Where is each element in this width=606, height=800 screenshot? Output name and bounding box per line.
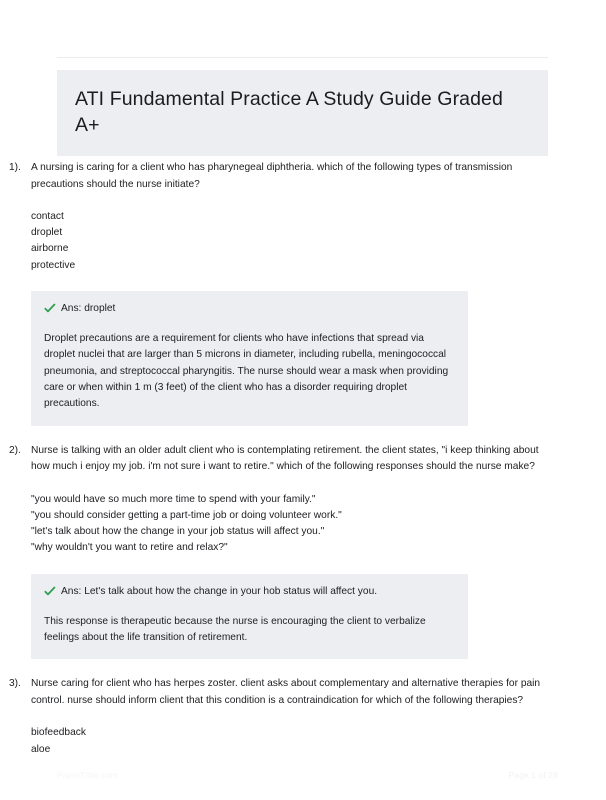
question-text: Nurse is talking with an older adult client who is contemplating retirement. the client states, "i keep thinking about how much i enjoy my job. i'm not sure i want to retire." which of the following responses should the nurse make? bbox=[31, 444, 539, 473]
watermark-label: PaperTittle.com bbox=[57, 770, 118, 780]
answer-panel bbox=[31, 574, 468, 660]
option-item[interactable]: aloe bbox=[31, 743, 51, 755]
option-item[interactable]: "you should consider getting a part-time job or doing volunteer work." bbox=[31, 510, 342, 522]
page-indicator: Page 1 of 28 bbox=[508, 770, 558, 780]
option-item[interactable]: "why wouldn't you want to retire and relax?" bbox=[31, 542, 228, 554]
option-item[interactable]: "you would have so much more time to spend with your family." bbox=[31, 493, 316, 505]
check-icon bbox=[44, 585, 56, 598]
question-body bbox=[31, 160, 606, 426]
answer-header bbox=[44, 301, 455, 317]
header-divider bbox=[57, 57, 548, 58]
question-text: A nursing is caring for a client who has pharynegeal diphtheria. which of the following types of transmission precautions should the nurse initiate? bbox=[31, 162, 513, 190]
option-item[interactable]: "let's talk about how the change in your job status will affect you." bbox=[31, 526, 325, 538]
question-options bbox=[31, 209, 550, 274]
answer-explanation: Droplet precautions are a requirement for clients who have infections that spread via droplet nuclei that are larger than 5 microns in diameter, including rubella, meningococcal pneumonia, and streptococcal pharyngitis. The nurse should wear a mask when providing care or when within 1 m (3 feet) of the client who has a disorder requiring droplet precautions. bbox=[44, 332, 449, 410]
answer-text: Ans: Let's talk about how the change in your hob status will affect you. bbox=[61, 585, 378, 597]
question-body bbox=[31, 676, 606, 757]
question-number: 1). bbox=[9, 162, 21, 173]
check-icon bbox=[44, 302, 56, 315]
answer-text: Ans: droplet bbox=[61, 302, 116, 314]
page-title: ATI Fundamental Practice A Study Guide Graded A+ bbox=[57, 70, 548, 156]
question-item bbox=[0, 676, 606, 757]
answer-panel bbox=[31, 291, 468, 426]
question-item bbox=[0, 443, 606, 660]
question-header bbox=[0, 443, 606, 660]
question-number: 3). bbox=[9, 678, 21, 690]
option-item[interactable]: contact bbox=[31, 211, 64, 222]
question-body bbox=[31, 443, 606, 660]
question-item bbox=[0, 160, 606, 426]
question-header bbox=[0, 160, 606, 426]
option-item[interactable]: protective bbox=[31, 259, 76, 271]
question-list bbox=[0, 160, 606, 775]
answer-header bbox=[44, 584, 455, 600]
option-item[interactable]: biofeedback bbox=[31, 727, 86, 739]
question-options bbox=[31, 492, 550, 557]
question-options bbox=[31, 725, 550, 757]
question-number: 2). bbox=[9, 444, 21, 456]
page-footer bbox=[0, 760, 606, 800]
option-item[interactable]: airborne bbox=[31, 243, 69, 255]
question-header bbox=[0, 676, 606, 757]
question-text: Nurse caring for client who has herpes zoster. client asks about complementary and alternative therapies for pain control. nurse should inform client that this condition is a contraindication for which of the following therapies? bbox=[31, 678, 541, 706]
option-item[interactable]: droplet bbox=[31, 227, 63, 239]
answer-explanation: This response is therapeutic because the nurse is encouraging the client to verbalize feelings about the life transition of retirement. bbox=[44, 615, 426, 644]
